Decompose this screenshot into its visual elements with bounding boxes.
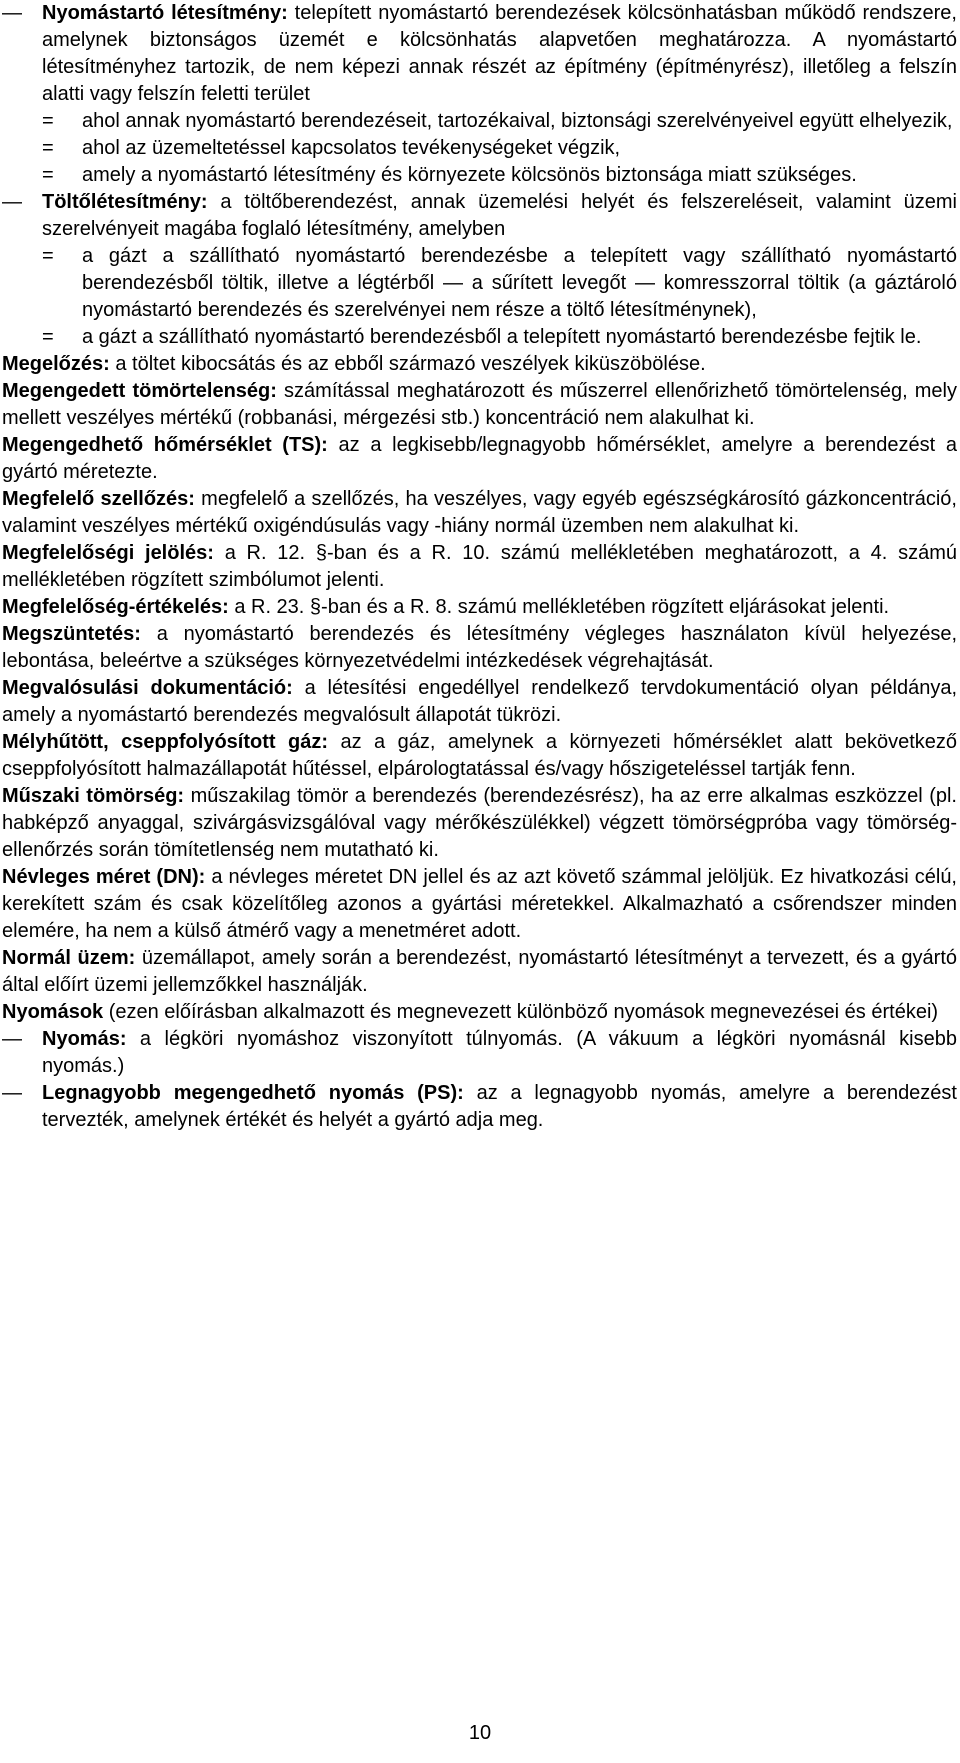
definition-term: Megengedhető hőmérséklet (TS): [2, 434, 328, 456]
equals-bullet: = [42, 245, 54, 267]
definition-term: Megengedett tömörtelenség: [2, 380, 277, 402]
definition-term: Megfelelőség-értékelés: [2, 596, 229, 618]
sub-list-item [42, 135, 957, 162]
definition-text: az a gáz, amelynek a környezeti hőmérséklet alatt bekövetkező cseppfolyósított halmazállapotát hűtéssel, elpárologtatással és/vagy hőszigeteléssel tartják fenn. [2, 731, 958, 780]
definition-term: Legnagyobb megengedhető nyomás (PS): [42, 1082, 464, 1104]
sub-list-item [42, 324, 957, 351]
definition-term: Megfelelő szellőzés: [2, 488, 195, 510]
dash-list-item [2, 189, 957, 243]
definition-term: Műszaki tömörség: [2, 785, 185, 807]
definition-term: Nyomások [2, 1001, 104, 1023]
definition-text: a R. 23. §-ban és a R. 8. számú mellékletében rögzített eljárásokat jelenti. [228, 596, 890, 618]
definition-term: Megszüntetés: [2, 623, 141, 645]
sub-list-text: ahol az üzemeltetéssel kapcsolatos tevékenységeket végzik, [82, 137, 621, 159]
sub-list-text: a gázt a szállítható nyomástartó berendezésből a telepített nyomástartó berendezésbe fejtik le. [82, 326, 922, 348]
definition-term: Megvalósulási dokumentáció: [2, 677, 293, 699]
definition-term: Nyomástartó létesítmény: [42, 2, 288, 24]
definition-text: számítással meghatározott és műszerrel ellenőrizhető tömörtelenség, mely mellett veszélyes mértékű (robbanási, mérgezési stb.) koncentráció nem alakulhat ki. [2, 380, 957, 429]
equals-bullet: = [42, 326, 54, 348]
definition-text: az a legnagyobb nyomás, amelyre a berendezést tervezték, amelynek értékét és helyét a gyártó adja meg. [42, 1082, 957, 1131]
definition-text: az a legkisebb/legnagyobb hőmérséklet, amelyre a berendezést a gyártó méretezte. [2, 434, 957, 483]
sub-list-item [42, 108, 957, 135]
definition-paragraph [2, 378, 957, 432]
definition-text: a nyomástartó berendezés és létesítmény végleges használaton kívül helyezése, lebontása, beleértve a szükséges környezetvédelmi intézkedések végrehajtását. [2, 623, 957, 672]
sub-list-text: amely a nyomástartó létesítmény és környezete kölcsönös biztonsága miatt szükséges. [82, 164, 857, 186]
definition-term: Névleges méret (DN): [2, 866, 206, 888]
equals-bullet: = [42, 164, 54, 186]
dash-bullet: — [2, 1028, 22, 1050]
definition-paragraph [2, 351, 957, 378]
sub-list-text: ahol annak nyomástartó berendezéseit, tartozékaival, biztonsági szerelvényeivel együtt elhelyezik, [82, 110, 953, 132]
page-number: 10 [468, 1722, 492, 1744]
definition-paragraph [2, 594, 957, 621]
sub-list-item [42, 243, 957, 324]
definition-paragraph [2, 864, 957, 945]
dash-list-item [2, 0, 957, 108]
definition-text: a névleges méretet DN jellel és az azt követő számmal jelöljük. Ez hivatkozási célú, kerekített szám és csak közelítőleg azonos a gyártási méretekkel. Alkalmazható a csőrendszer minden elemére, ha nem a külső átmérő vagy a menetméret adott. [2, 866, 957, 942]
sub-list-item [42, 162, 957, 189]
definition-paragraph [2, 783, 957, 864]
definition-term: Megfelelőségi jelölés: [2, 542, 214, 564]
sub-list [2, 243, 957, 351]
dash-list-item [2, 1080, 957, 1134]
document-body [2, 0, 957, 1134]
sub-list-text: a gázt a szállítható nyomástartó berendezésbe a telepített vagy szállítható nyomástartó berendezésből töltik, illetve a légtérből — a sűrített levegőt — komresszorral töltik (a gáztároló nyomástartó berendezés és szerelvényei nem része a töltő létesítménynek), [82, 245, 957, 321]
equals-bullet: = [42, 137, 54, 159]
definition-term: Megelőzés: [2, 353, 110, 375]
definition-text: műszakilag tömör a berendezés (berendezésrész), ha az erre alkalmas eszközzel (pl. habképző anyaggal, szivárgásvizsgálóval vagy mérőkészülékkel) végzett tömörségpróba vagy tömörség-ellenőrzés során tömítetlenség nem mutatható ki. [2, 785, 957, 861]
definition-paragraph [2, 945, 957, 999]
definition-paragraph [2, 621, 957, 675]
definition-text: a töltőberendezést, annak üzemelési helyét és felszereléseit, valamint üzemi szerelvényeit magába foglaló létesítmény, amelyben [42, 191, 957, 240]
definition-text: a létesítési engedéllyel rendelkező tervdokumentáció olyan példánya, amely a nyomástartó berendezés megvalósult állapotát tükrözi. [2, 677, 958, 726]
dash-bullet: — [2, 1082, 22, 1104]
equals-bullet: = [42, 110, 54, 132]
definition-text: telepített nyomástartó berendezések kölcsönhatásban működő rendszere, amelynek biztonságos üzemét e kölcsönhatás alapvetően meghatározza. A nyomástartó létesítményhez tartozik, de nem képezi annak részét az építmény (építményrész), illetőleg a felszín alatti vagy felszín feletti terület [42, 2, 957, 105]
definition-text: megfelelő a szellőzés, ha veszélyes, vagy egyéb egészségkárosító gázkoncentráció, valamint veszélyes mértékű oxigéndúsulás vagy -hiány normál üzemben nem alakulhat ki. [2, 488, 957, 537]
definition-paragraph [2, 540, 957, 594]
definition-term: Töltőlétesítmény: [42, 191, 208, 213]
definition-text: üzemállapot, amely során a berendezést, nyomástartó létesítményt a tervezett, és a gyártó által előírt üzemi jellemzőkkel használják. [2, 947, 957, 996]
dash-list-item [2, 1026, 957, 1080]
definition-paragraph [2, 999, 957, 1026]
definition-text: a R. 12. §-ban és a R. 10. számú mellékletében meghatározott, a 4. számú mellékletében rögzített szimbólumot jelenti. [2, 542, 958, 591]
definition-text: (ezen előírásban alkalmazott és megnevezett különböző nyomások megnevezései és értékei) [103, 1001, 939, 1023]
definition-text: a töltet kibocsátás és az ebből származó veszélyek kiküszöbölése. [109, 353, 706, 375]
definition-term: Nyomás: [42, 1028, 127, 1050]
definition-term: Mélyhűtött, cseppfolyósított gáz: [2, 731, 329, 753]
definition-text: a légköri nyomáshoz viszonyított túlnyomás. (A vákuum a légköri nyomásnál kisebb nyomás.) [42, 1028, 957, 1077]
definition-term: Normál üzem: [2, 947, 136, 969]
definition-paragraph [2, 729, 957, 783]
dash-bullet: — [2, 191, 22, 213]
definition-paragraph [2, 432, 957, 486]
definition-paragraph [2, 675, 957, 729]
definition-paragraph [2, 486, 957, 540]
dash-bullet: — [2, 2, 22, 24]
sub-list [2, 108, 957, 189]
